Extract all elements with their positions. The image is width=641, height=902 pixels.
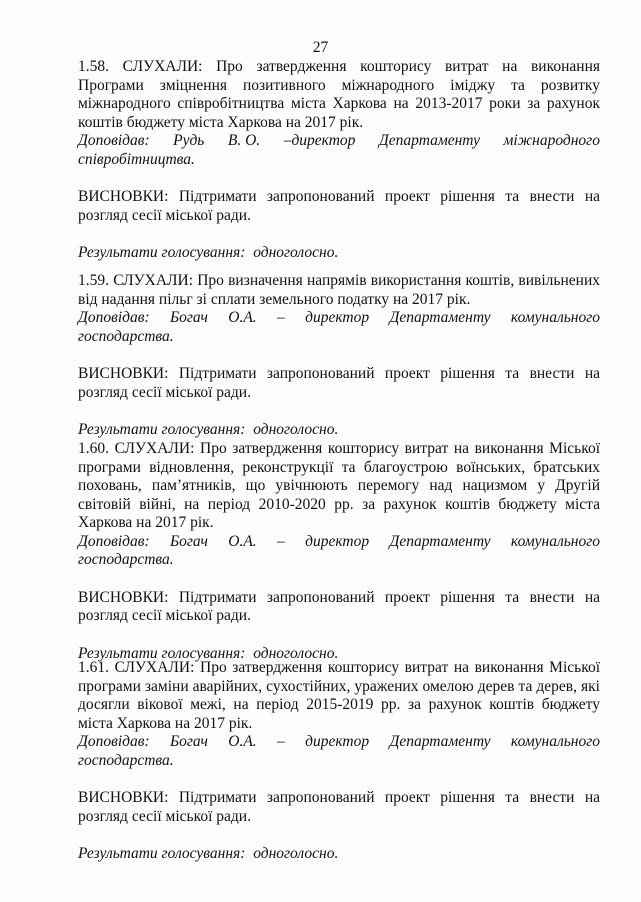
heard-text: 1.60. СЛУХАЛИ: Про затвердження кошторису витрат на виконання Міської програми відновлення, реконструкції та благоустрою воїнських, братських поховань, пам’ятників, що увічнюють перемогу над нацизмом у Другій світовій війні, на період 2010-2020 рр. за рахунок коштів бюджету міста Харкова на 2017 рік. <box>78 440 600 531</box>
votes-label: Результати голосування: <box>78 421 246 438</box>
speaker-part: Доповідав: <box>78 132 150 149</box>
speaker-line: Доповідав: Богач О.А. – директор Департаменту комунального господарства. <box>78 309 600 345</box>
speaker-part: Рудь <box>173 132 205 149</box>
conclusion-text: ВИСНОВКИ: Підтримати запропонований проект рішення та внести на розгляд сесії міської ради. <box>78 188 600 224</box>
votes-value: одноголосно. <box>253 244 339 261</box>
votes-value: одноголосно. <box>253 644 339 662</box>
agenda-item-1-59 <box>78 272 600 440</box>
speaker-line: Доповідав: Богач О.А. – директор Департаменту комунального господарства. <box>78 532 600 568</box>
conclusion-text: ВИСНОВКИ: Підтримати запропонований проект рішення та внести на розгляд сесії міської ради. <box>78 588 600 624</box>
votes-label: Результати голосування: <box>78 244 246 261</box>
speaker-line: Доповідав: Богач О.А. – директор Департаменту комунального господарства. <box>78 733 600 769</box>
votes-line <box>78 421 600 440</box>
heard-text: 1.58. СЛУХАЛИ: Про затвердження кошторису витрат на виконання Програми зміцнення позитивного міжнародного іміджу та розвитку міжнародного співробітництва міста Харкова на 2013-2017 роки за рахунок коштів бюджету міста Харкова на 2017 рік. <box>78 58 600 131</box>
speaker-part: –директор <box>283 132 356 149</box>
conclusion-text: ВИСНОВКИ: Підтримати запропонований проект рішення та внести на розгляд сесії міської ради. <box>78 365 600 401</box>
conclusion-text: ВИСНОВКИ: Підтримати запропонований проект рішення та внести на розгляд сесії міської ради. <box>78 789 600 825</box>
votes-line <box>78 244 600 263</box>
speaker-tail: співробітництва. <box>78 150 195 168</box>
page-number: 27 <box>312 39 329 56</box>
agenda-item-1-58 <box>78 58 600 263</box>
heard-text: 1.59. СЛУХАЛИ: Про визначення напрямів використання коштів, вивільнених від надання пільг зі сплати земельного податку на 2017 рік. <box>78 272 600 308</box>
speaker-part: Департаменту <box>378 132 480 149</box>
agenda-item-1-61 <box>78 659 600 864</box>
votes-value: одноголосно. <box>253 845 339 862</box>
speaker-line <box>78 132 600 151</box>
votes-line <box>78 845 600 864</box>
heard-text: 1.61. СЛУХАЛИ: Про затвердження кошторису витрат на виконання Міської програми заміни аварійних, сухостійних, уражених омелою дерев та дерев, які досягли вікової межі, на період 2015-2019 рр. за рахунок коштів бюджету міста Харкова на 2017 рік. <box>78 659 600 732</box>
votes-label: Результати голосування: <box>78 845 246 862</box>
votes-value: одноголосно. <box>253 421 339 438</box>
votes-label: Результати голосування: <box>78 644 246 662</box>
speaker-part: В. О. <box>227 132 261 149</box>
speaker-part: міжнародного <box>503 132 600 149</box>
agenda-item-1-60 <box>78 440 600 663</box>
